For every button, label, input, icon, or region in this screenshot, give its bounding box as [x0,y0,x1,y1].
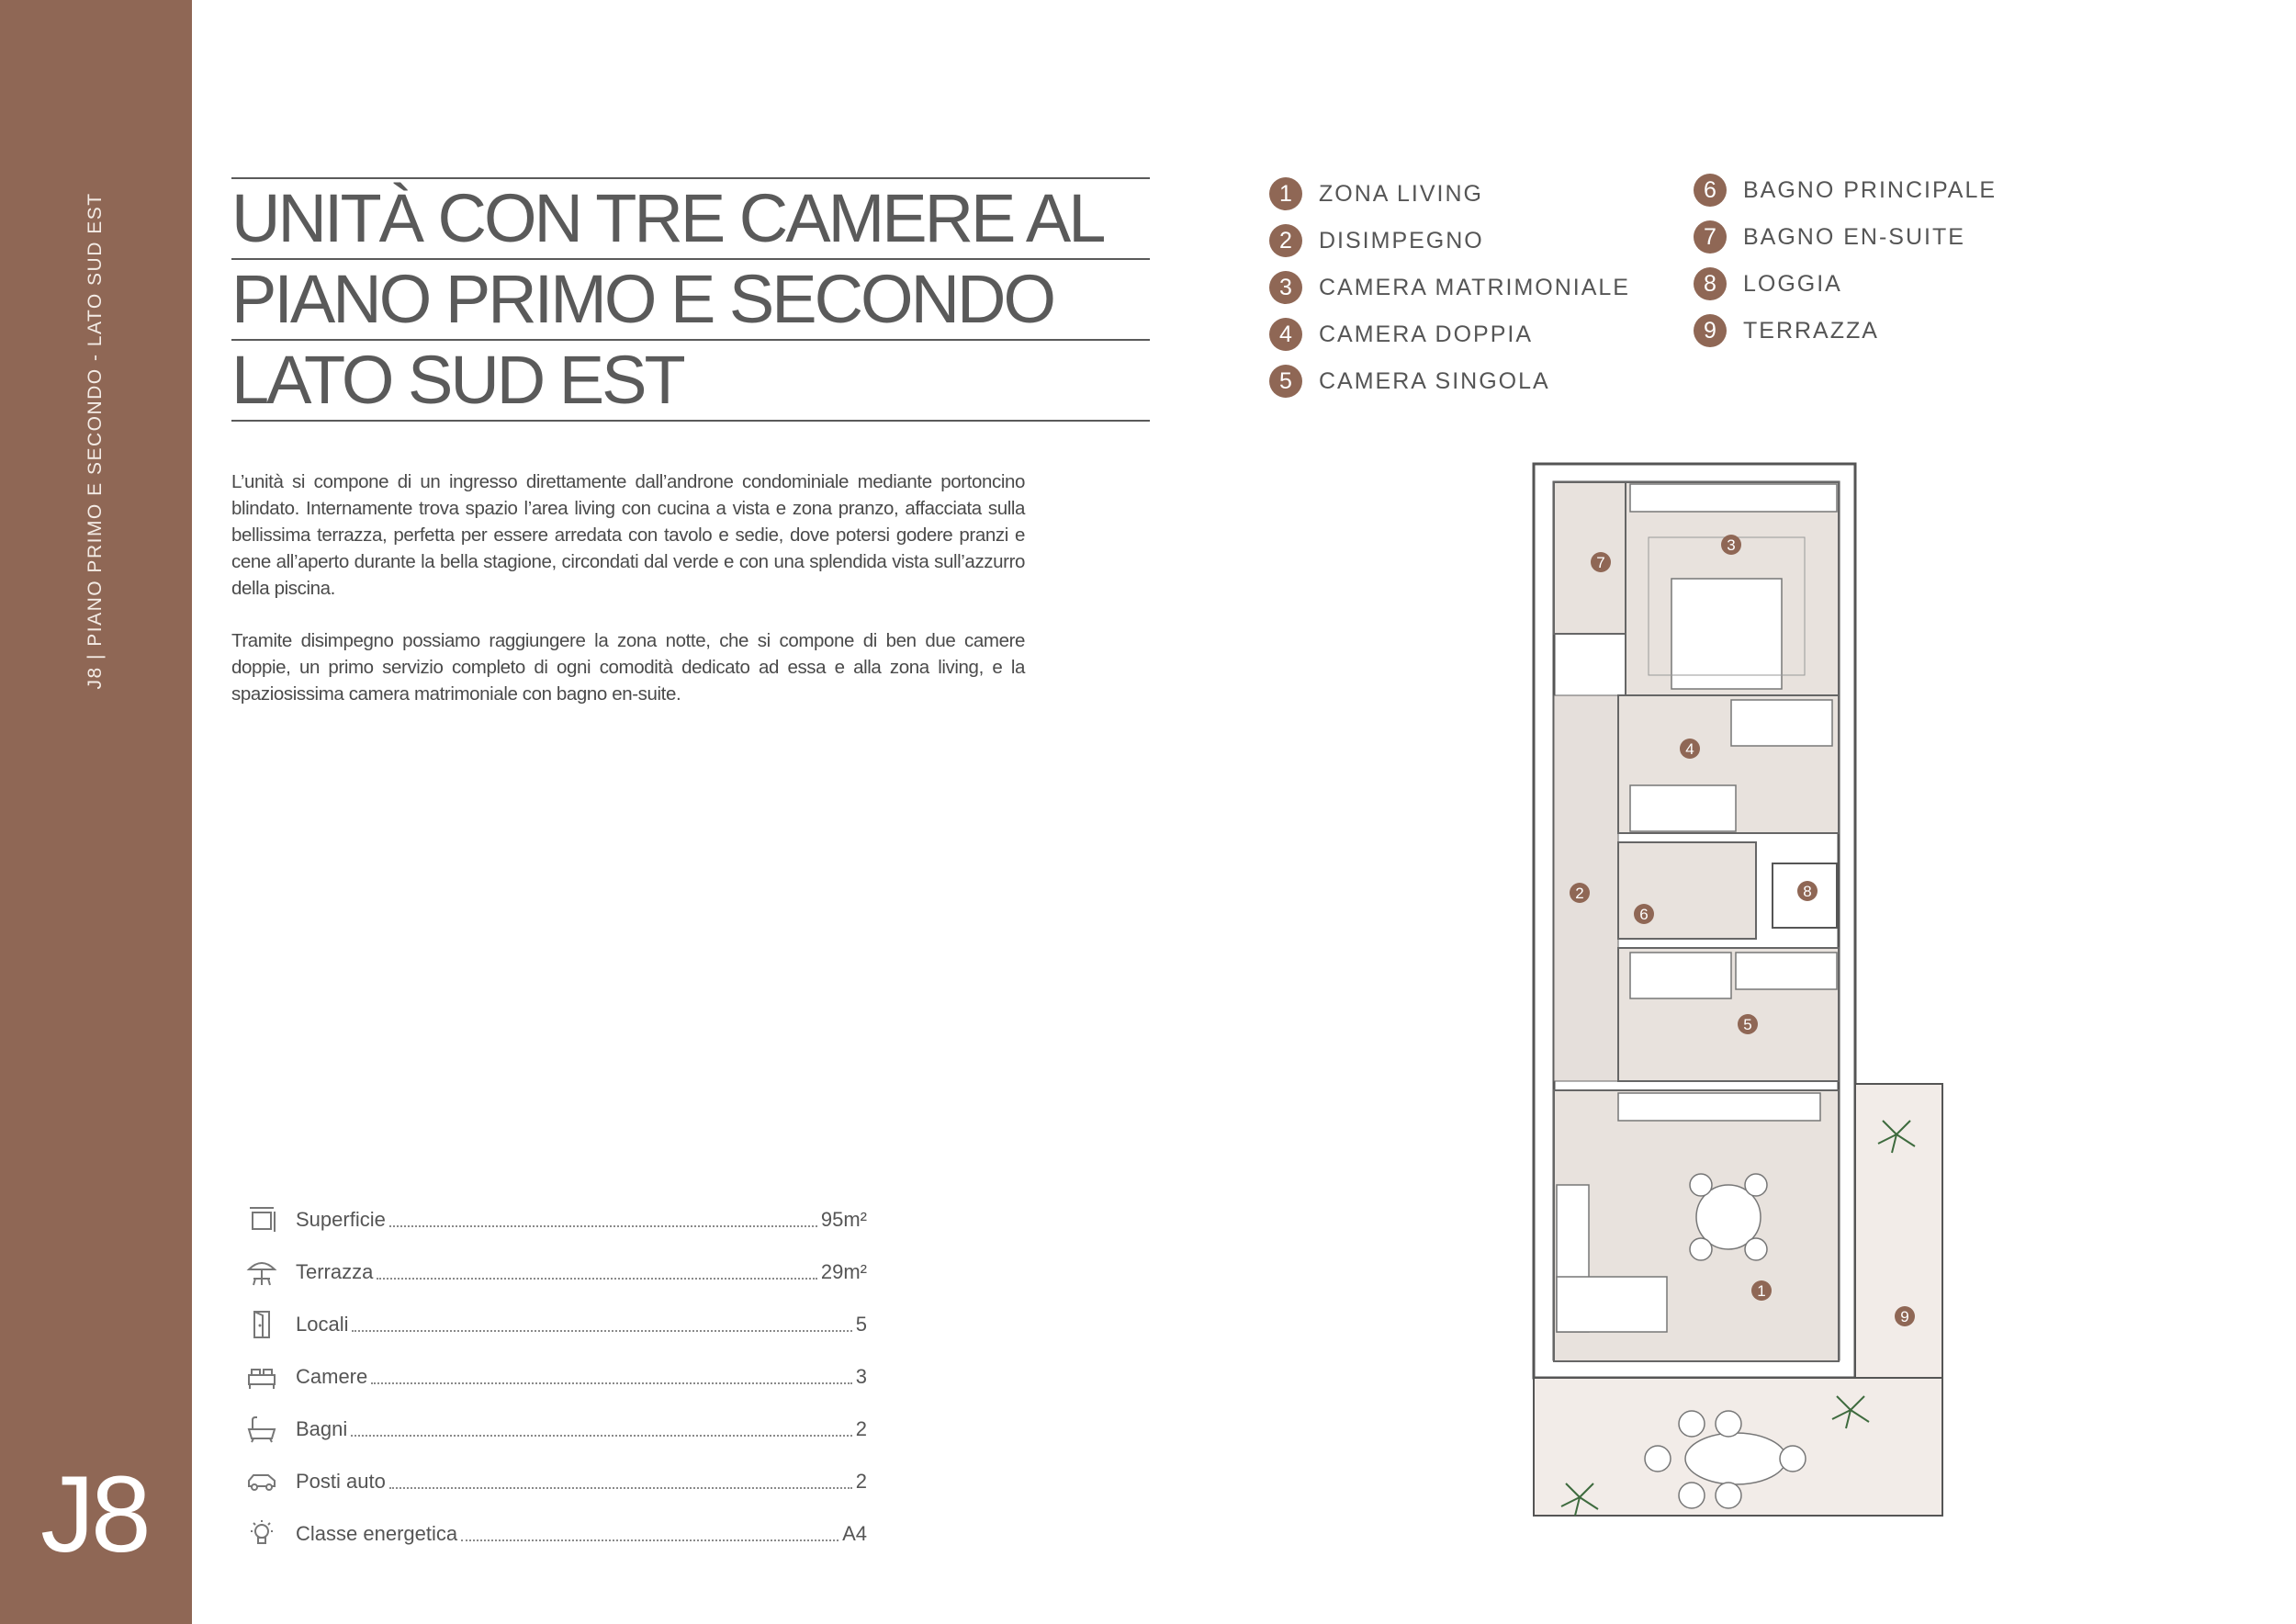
stat-row [246,1516,867,1552]
legend-label: CAMERA SINGOLA [1319,367,1550,394]
stat-label: Camere [296,1365,368,1388]
legend-label: TERRAZZA [1743,317,1879,344]
terrace-chair [1716,1483,1741,1508]
legend-label: CAMERA MATRIMONIALE [1319,274,1630,300]
legend-item [1694,267,1842,300]
stat-label: Posti auto [296,1470,386,1493]
svg-text:8: 8 [1803,883,1812,900]
stat-row [246,1463,867,1500]
lightbulb-icon [246,1518,277,1550]
legend-item [1269,318,1533,351]
room-floor-ensuite-bath [1554,482,1626,634]
stat-leader-dots [351,1422,851,1437]
stat-leader-dots [352,1317,851,1332]
stat-leader-dots [461,1527,838,1541]
stat-label: Bagni [296,1417,348,1440]
floorplan-room-number [1751,1280,1772,1301]
sofa-chaise [1557,1277,1667,1332]
legend-label: DISIMPEGNO [1319,227,1484,254]
legend-number-badge: 9 [1694,314,1727,347]
stat-label: Superficie [296,1208,386,1231]
stat-value: 3 [855,1365,867,1388]
sidebar-vertical-label: J8 | PIANO PRIMO E SECONDO - LATO SUD EST [84,192,106,690]
legend-number-badge: 8 [1694,267,1727,300]
svg-text:2: 2 [1575,885,1584,902]
legend-label: BAGNO EN-SUITE [1743,223,1965,250]
stat-leader-dots [371,1370,852,1384]
stat-value: A4 [842,1522,867,1545]
svg-text:7: 7 [1596,554,1605,571]
wardrobe [1630,484,1837,512]
dining-chair [1745,1174,1767,1196]
stat-label: Terrazza [296,1260,374,1283]
legend-item [1269,177,1483,210]
svg-text:6: 6 [1639,906,1649,923]
floorplan-room-number [1570,883,1590,903]
title-rule [231,420,1150,422]
legend-number-badge: 3 [1269,271,1302,304]
sidebar [0,0,192,1624]
legend-label: ZONA LIVING [1319,180,1483,207]
description-paragraph-2: Tramite disimpegno possiamo raggiungere la zona notte, che si compone di ben due camere doppie, un primo servizio completo di ogni comodità dedicato ad essa e alla zona living, e la spaziosissima camera matrimoniale con bagno en-suite. [231,630,1025,705]
floorplan-room-number [1591,552,1611,572]
stat-label: Locali [296,1313,349,1336]
stat-leader-dots [377,1265,817,1280]
floor-plan [1525,450,1947,1552]
double-bedroom-bed [1731,700,1832,746]
svg-text:4: 4 [1685,740,1694,758]
legend-item [1694,174,1997,207]
area-icon [246,1204,277,1235]
legend-item [1269,271,1630,304]
legend-number-badge: 1 [1269,177,1302,210]
bathtub-icon [246,1414,277,1445]
stat-label: Classe energetica [296,1522,458,1545]
svg-text:5: 5 [1743,1016,1752,1033]
svg-text:3: 3 [1727,536,1736,554]
legend-number-badge: 2 [1269,224,1302,257]
legend-number-badge: 5 [1269,365,1302,398]
description [231,468,1025,733]
legend-label: CAMERA DOPPIA [1319,321,1533,347]
page-title [231,177,1150,422]
floorplan-room-number [1738,1014,1758,1034]
stat-row [246,1306,867,1343]
legend-label: BAGNO PRINCIPALE [1743,176,1998,203]
dining-chair [1745,1238,1767,1260]
stat-value: 95m² [820,1208,867,1231]
master-bed [1671,579,1782,689]
stat-leader-dots [389,1474,852,1489]
stat-value: 5 [855,1313,867,1336]
stat-leader-dots [389,1212,817,1227]
stat-row [246,1254,867,1291]
terrace-chair [1780,1446,1806,1472]
door-icon [246,1309,277,1340]
terrace-chair [1645,1446,1671,1472]
floorplan-room-number [1797,881,1818,901]
stat-row [246,1359,867,1395]
stat-value: 29m² [820,1260,867,1283]
title-line-2: PIANO PRIMO E SECONDO [231,261,1054,337]
dining-chair [1690,1174,1712,1196]
floorplan-room-number [1634,904,1654,924]
title-line-1: UNITÀ CON TRE CAMERE AL [231,180,1104,256]
terrace-chair [1679,1483,1705,1508]
legend-item [1269,224,1484,257]
terrace-chair [1716,1411,1741,1437]
svg-text:1: 1 [1757,1282,1766,1300]
stat-value: 2 [855,1417,867,1440]
floorplan-room-number [1680,739,1700,759]
car-icon [246,1466,277,1497]
floorplan-room-number [1721,535,1741,555]
legend-number-badge: 6 [1694,174,1727,207]
single-bedroom-bed [1630,953,1731,998]
stat-row [246,1411,867,1448]
legend-label: LOGGIA [1743,270,1842,297]
unit-code: J8 [40,1454,148,1575]
room-floor-main-bath [1618,842,1756,939]
legend-item [1269,365,1550,398]
single-bedroom-desk [1736,953,1837,989]
legend-item [1694,220,1965,254]
umbrella-table-icon [246,1257,277,1288]
legend-number-badge: 4 [1269,318,1302,351]
svg-text:9: 9 [1900,1308,1909,1325]
title-line-3: LATO SUD EST [231,342,683,418]
terrace-chair [1679,1411,1705,1437]
floorplan-room-number [1895,1306,1915,1326]
double-bedroom-bed [1630,785,1736,831]
description-paragraph-1: L’unità si compone di un ingresso direttamente dall’androne condominiale mediante portoncino blindato. Internamente trova spazio l’area living con cucina a vista e zona pranzo, affacciata sulla bellissima terrazza, perfetta per essere arredata con tavolo e sedie, dove potersi godere pranzi e cene all’aperto durante la bella stagione, circondati dal verde e con una splendida vista sull’azzurro della piscina. [231,471,1025,599]
dining-chair [1690,1238,1712,1260]
legend-number-badge: 7 [1694,220,1727,254]
kitchen-counter [1618,1093,1820,1121]
stat-row [246,1201,867,1238]
legend-item [1694,314,1879,347]
bed-icon [246,1361,277,1393]
terrace-table [1685,1433,1786,1484]
stat-value: 2 [855,1470,867,1493]
